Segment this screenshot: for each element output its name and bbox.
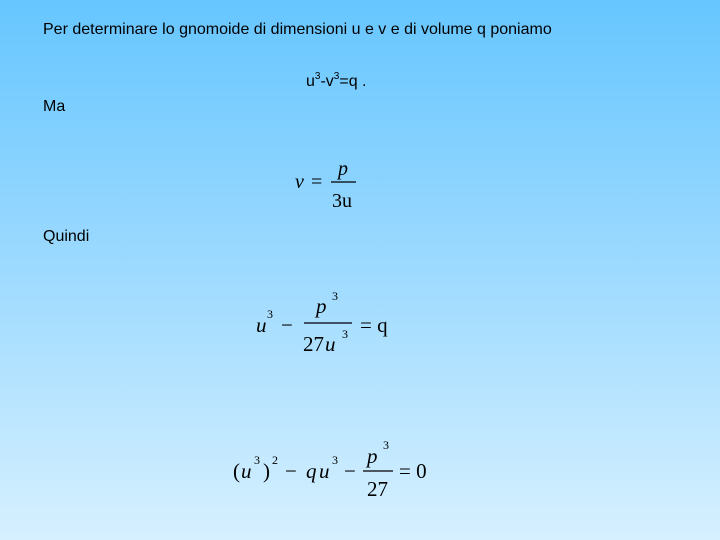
- f2-numerator-exponent: 3: [332, 289, 338, 303]
- inline-v-exponent: 3: [333, 70, 340, 82]
- f2-numerator-p: p: [316, 294, 327, 318]
- f3-minus-2: −: [344, 459, 356, 483]
- f3-rhs: = 0: [399, 459, 427, 483]
- f2-rhs: = q: [360, 313, 388, 337]
- f1-numerator-p: p: [338, 158, 348, 180]
- formula-cubic-equation: [250, 285, 410, 365]
- f1-denominator: 3u: [332, 190, 352, 212]
- f3-close-paren: ): [263, 459, 270, 483]
- f3-u: u: [241, 459, 252, 483]
- f1-equals: =: [311, 171, 323, 193]
- intro-text: Per determinare lo gnomoide di dimensioni u e v e di volume q poniamo: [43, 21, 552, 38]
- inline-rest: =q .: [339, 73, 367, 90]
- inline-v: v: [325, 73, 334, 90]
- f3-numerator-p: p: [367, 444, 378, 468]
- f2-minus: −: [281, 313, 293, 337]
- f1-lhs-v: v: [295, 171, 304, 193]
- label-ma: Ma: [43, 98, 66, 115]
- inline-dash: -: [320, 73, 326, 90]
- f3-minus-1: −: [285, 459, 297, 483]
- f3-denominator: 27: [367, 477, 388, 501]
- f2-u: u: [256, 313, 267, 337]
- label-quindi: Quindi: [43, 228, 90, 245]
- f3-q: q: [306, 459, 317, 483]
- f3-inner-exponent: 3: [254, 453, 260, 467]
- f3-numerator-exponent: 3: [383, 438, 389, 452]
- f1-denominator-3u: [332, 190, 352, 212]
- f3-u2: u: [319, 459, 330, 483]
- f2-u-exponent: 3: [267, 307, 273, 321]
- formula-v-equals-p-over-3u: [290, 155, 370, 215]
- f2-denominator-u: u: [325, 332, 336, 356]
- inline-u-exponent: 3: [314, 70, 321, 82]
- f3-u2-exponent: 3: [332, 453, 338, 467]
- inline-u: u: [306, 73, 315, 90]
- f3-outer-exponent: 2: [272, 453, 278, 467]
- inline-equation: [306, 72, 367, 92]
- f2-denominator-coefficient: 27: [303, 332, 324, 356]
- f2-denominator-exponent: 3: [342, 327, 348, 341]
- f3-open-paren: (: [233, 459, 240, 483]
- formula-quadratic-resolvent: [228, 433, 448, 513]
